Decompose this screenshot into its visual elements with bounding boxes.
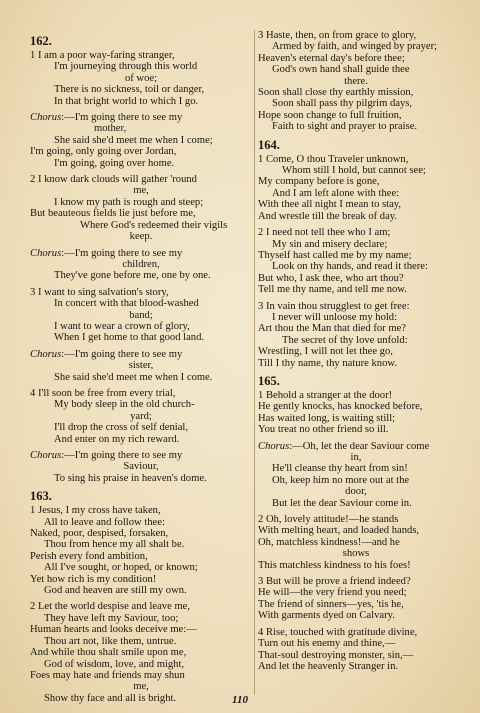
verse-line: I'm journeying through this world — [54, 61, 198, 73]
verse-line: Yet how rich is my condition! — [30, 573, 157, 585]
verse-line: Armed by faith, and winged by prayer; — [272, 41, 438, 53]
verse-line: Whom still I hold, but cannot see; — [282, 165, 426, 177]
verse-line: Perish every fond ambition, — [30, 550, 148, 562]
verse-line: They have left my Saviour, too; — [44, 612, 179, 624]
chorus-label: Chorus — [30, 450, 62, 461]
verse-line: 4 I'll soon be free from every trial, — [30, 387, 176, 399]
verse-line: And I am left alone with thee: — [272, 187, 400, 199]
verse-line: The friend of sinners—yes, 'tis he, — [258, 598, 404, 610]
verse-line: keep. — [129, 231, 153, 243]
verse-line: me, — [133, 681, 149, 693]
verse-line: Art thou the Man that died for me? — [258, 323, 406, 335]
verse-line: Faith to sight and prayer to praise. — [272, 121, 418, 133]
verse-line: yard; — [130, 410, 152, 422]
verse-line: Thou from hence my all shalt be. — [44, 539, 185, 551]
verse-line: 2 Oh, lovely attitude!—he stands — [258, 514, 399, 526]
verse-line: Thou art not, like them, untrue. — [44, 635, 177, 647]
chorus-line: To sing his praise in heaven's dome. — [54, 472, 207, 484]
hymn-number-163: 163. — [30, 489, 52, 504]
hymn-162-chorus-4 — [30, 450, 252, 484]
verse-line: 3 But will he prove a friend indeed? — [258, 576, 411, 588]
verse-line: band; — [129, 309, 153, 321]
verse-line: Till I thy name, thy nature know. — [258, 357, 397, 369]
chorus-line: She said she'd meet me when I come; — [54, 134, 213, 146]
verse-line: With garments dyed on Calvary. — [258, 610, 395, 622]
verse-line: Thyself hast called me by my name; — [258, 249, 412, 261]
verse-line: 2 I know dark clouds will gather 'round — [30, 174, 197, 186]
verse-line: 4 Rise, touched with gratitude divine, — [258, 626, 418, 638]
verse-line: 2 Let the world despise and leave me, — [30, 601, 191, 613]
hymn-165-chorus — [258, 441, 454, 509]
chorus-label: Chorus — [30, 247, 62, 259]
verse-line: My sin and misery declare; — [272, 238, 388, 250]
chorus-line: She said she'd meet me when I come. — [54, 371, 213, 383]
chorus-line: Oh, keep him no more out at the — [272, 474, 410, 486]
chorus-line: But let the dear Saviour come in. — [272, 497, 412, 509]
chorus-line: :—I'm going there to see my — [61, 247, 183, 259]
verse-line: Human hearts and looks deceive me:— — [30, 624, 197, 636]
chorus-line: :—I'm going there to see my — [61, 112, 183, 124]
verse-line: Where God's redeemed their vigils — [80, 219, 228, 231]
chorus-line: sister, — [128, 360, 154, 372]
verse-line: Has waited long, is waiting still; — [258, 412, 396, 424]
verse-line: But beauteous fields lie just before me, — [30, 208, 196, 220]
verse-line: 1 Behold a stranger at the door! — [258, 389, 393, 401]
verse-line: All to leave and follow thee: — [44, 516, 165, 528]
hymn-162-verse-1 — [30, 50, 252, 107]
chorus-label: Chorus — [258, 440, 290, 452]
chorus-line: :—I'm going there to see my — [61, 450, 183, 461]
page-number: 110 — [232, 694, 248, 706]
verse-line: He will—the very friend you need; — [258, 587, 407, 599]
hymn-164-verse-3 — [258, 301, 454, 369]
verse-line: And let the heavenly Stranger in. — [258, 660, 399, 672]
left-column — [30, 30, 252, 709]
hymn-163-verse-3 — [258, 30, 454, 133]
hymn-162-chorus-3 — [30, 349, 252, 383]
hymn-163-verse-1 — [30, 505, 252, 596]
verse-line: Tell me thy name, and tell me now. — [258, 284, 407, 296]
chorus-line: mother, — [94, 123, 127, 135]
chorus-line: in, — [350, 452, 362, 463]
verse-line: Show thy face and all is bright. — [44, 692, 177, 704]
verse-line: me, — [133, 185, 149, 197]
hymn-number-164: 164. — [258, 137, 280, 152]
hymn-162-chorus-1 — [30, 112, 252, 169]
verse-line: I never will unloose my hold: — [272, 311, 398, 323]
hymn-164-verse-2 — [258, 227, 454, 295]
chorus-line: :—I'm going there to see my — [61, 348, 183, 360]
hymn-164-verse-1 — [258, 154, 454, 222]
verse-line: God of wisdom, love, and might, — [44, 658, 185, 670]
verse-line: Heaven's eternal day's before thee; — [258, 52, 405, 64]
verse-line: God and heaven are still my own. — [44, 585, 187, 597]
chorus-label: Chorus — [30, 112, 62, 124]
verse-line: When I get home to that good land. — [54, 332, 205, 344]
verse-line: 3 Haste, then, on from grace to glory, — [258, 30, 417, 41]
verse-line: 2 I need not tell thee who I am; — [258, 227, 391, 239]
chorus-label: Chorus — [30, 348, 62, 360]
verse-line: I want to wear a crown of glory, — [54, 320, 190, 332]
verse-line: Look on thy hands, and read it there: — [272, 261, 428, 273]
verse-line: 3 In vain thou strugglest to get free: — [258, 300, 410, 312]
hymn-165-verse-4 — [258, 627, 454, 673]
verse-line: Soon shall close thy earthly mission, — [258, 87, 414, 99]
hymn-162-chorus-2 — [30, 248, 252, 282]
right-column — [258, 30, 454, 677]
verse-line: Wrestling, I will not let thee go, — [258, 346, 393, 358]
verse-line: This matchless kindness to his foes! — [258, 559, 411, 571]
verse-line: Soon shall pass thy pilgrim days, — [272, 98, 413, 110]
hymn-165-verse-1 — [258, 390, 454, 436]
verse-line: I know my path is rough and steep; — [54, 196, 204, 208]
column-divider — [254, 30, 255, 695]
verse-line: 3 I want to sing salvation's story, — [30, 286, 169, 298]
verse-line: And wrestle till the break of day. — [258, 210, 398, 222]
verse-line: There is no sickness, toil or danger, — [54, 84, 205, 96]
verse-line: Oh, matchless kindness!—and he — [258, 536, 400, 548]
hymn-number-162: 162. — [30, 34, 52, 48]
verse-line: That-soul destroying monster, sin,— — [258, 649, 414, 661]
verse-line: In concert with that blood-washed — [54, 298, 199, 310]
chorus-line: children, — [122, 258, 160, 270]
verse-line: shows — [342, 548, 370, 560]
verse-line: Foes may hate and friends may shun — [30, 669, 185, 681]
chorus-line: I'm going, only going over Jordan, — [30, 146, 177, 158]
verse-line: of woe; — [124, 72, 158, 84]
verse-line: Turn out his enemy and thine,— — [258, 638, 396, 650]
chorus-line: He'll cleanse thy heart from sin! — [272, 463, 408, 475]
verse-line: He gently knocks, has knocked before, — [258, 401, 423, 413]
verse-line: My company before is gone, — [258, 176, 380, 188]
verse-line: Hope soon change to full fruition, — [258, 109, 402, 121]
verse-line: 1 I am a poor way-faring stranger, — [30, 50, 175, 61]
hymn-162-verse-2 — [30, 174, 252, 242]
verse-line: My body sleep in the old church- — [54, 399, 195, 411]
hymn-165-verse-3 — [258, 576, 454, 622]
chorus-line: They've gone before me, one by one. — [54, 270, 211, 282]
hymn-162-verse-4 — [30, 388, 252, 445]
verse-line: You treat no other friend so ill. — [258, 424, 389, 436]
verse-line: With melting heart, and loaded hands, — [258, 525, 420, 537]
verse-line: God's own hand shall guide thee — [272, 64, 410, 76]
verse-line: 1 Come, O thou Traveler unknown, — [258, 153, 409, 165]
verse-line: And enter on my rich reward. — [54, 433, 180, 445]
chorus-line: I'm going, going over home. — [54, 157, 175, 169]
hymn-number-165: 165. — [258, 373, 280, 388]
verse-line: But who, I ask thee, who art thou? — [258, 272, 404, 284]
hymn-163-verse-2 — [30, 601, 252, 704]
verse-line: there. — [344, 75, 368, 87]
verse-line: And while thou shalt smile upon me, — [30, 647, 187, 659]
hymn-165-verse-2 — [258, 514, 454, 571]
chorus-line: Saviour, — [123, 461, 159, 473]
verse-line: In that bright world to which I go. — [54, 95, 199, 107]
verse-line: 1 Jesus, I my cross have taken, — [30, 505, 161, 517]
verse-line: Naked, poor, despised, forsaken, — [30, 528, 169, 540]
hymn-162-verse-3 — [30, 287, 252, 344]
chorus-line: :—Oh, let the dear Saviour come — [289, 440, 430, 452]
verse-line: I'll drop the cross of self denial, — [54, 422, 188, 434]
chorus-line: door, — [345, 486, 367, 498]
verse-line: All I've sought, or hoped, or known; — [44, 562, 198, 574]
verse-line: With thee all night I mean to stay, — [258, 199, 402, 211]
verse-line: The secret of thy love unfold: — [282, 334, 408, 346]
